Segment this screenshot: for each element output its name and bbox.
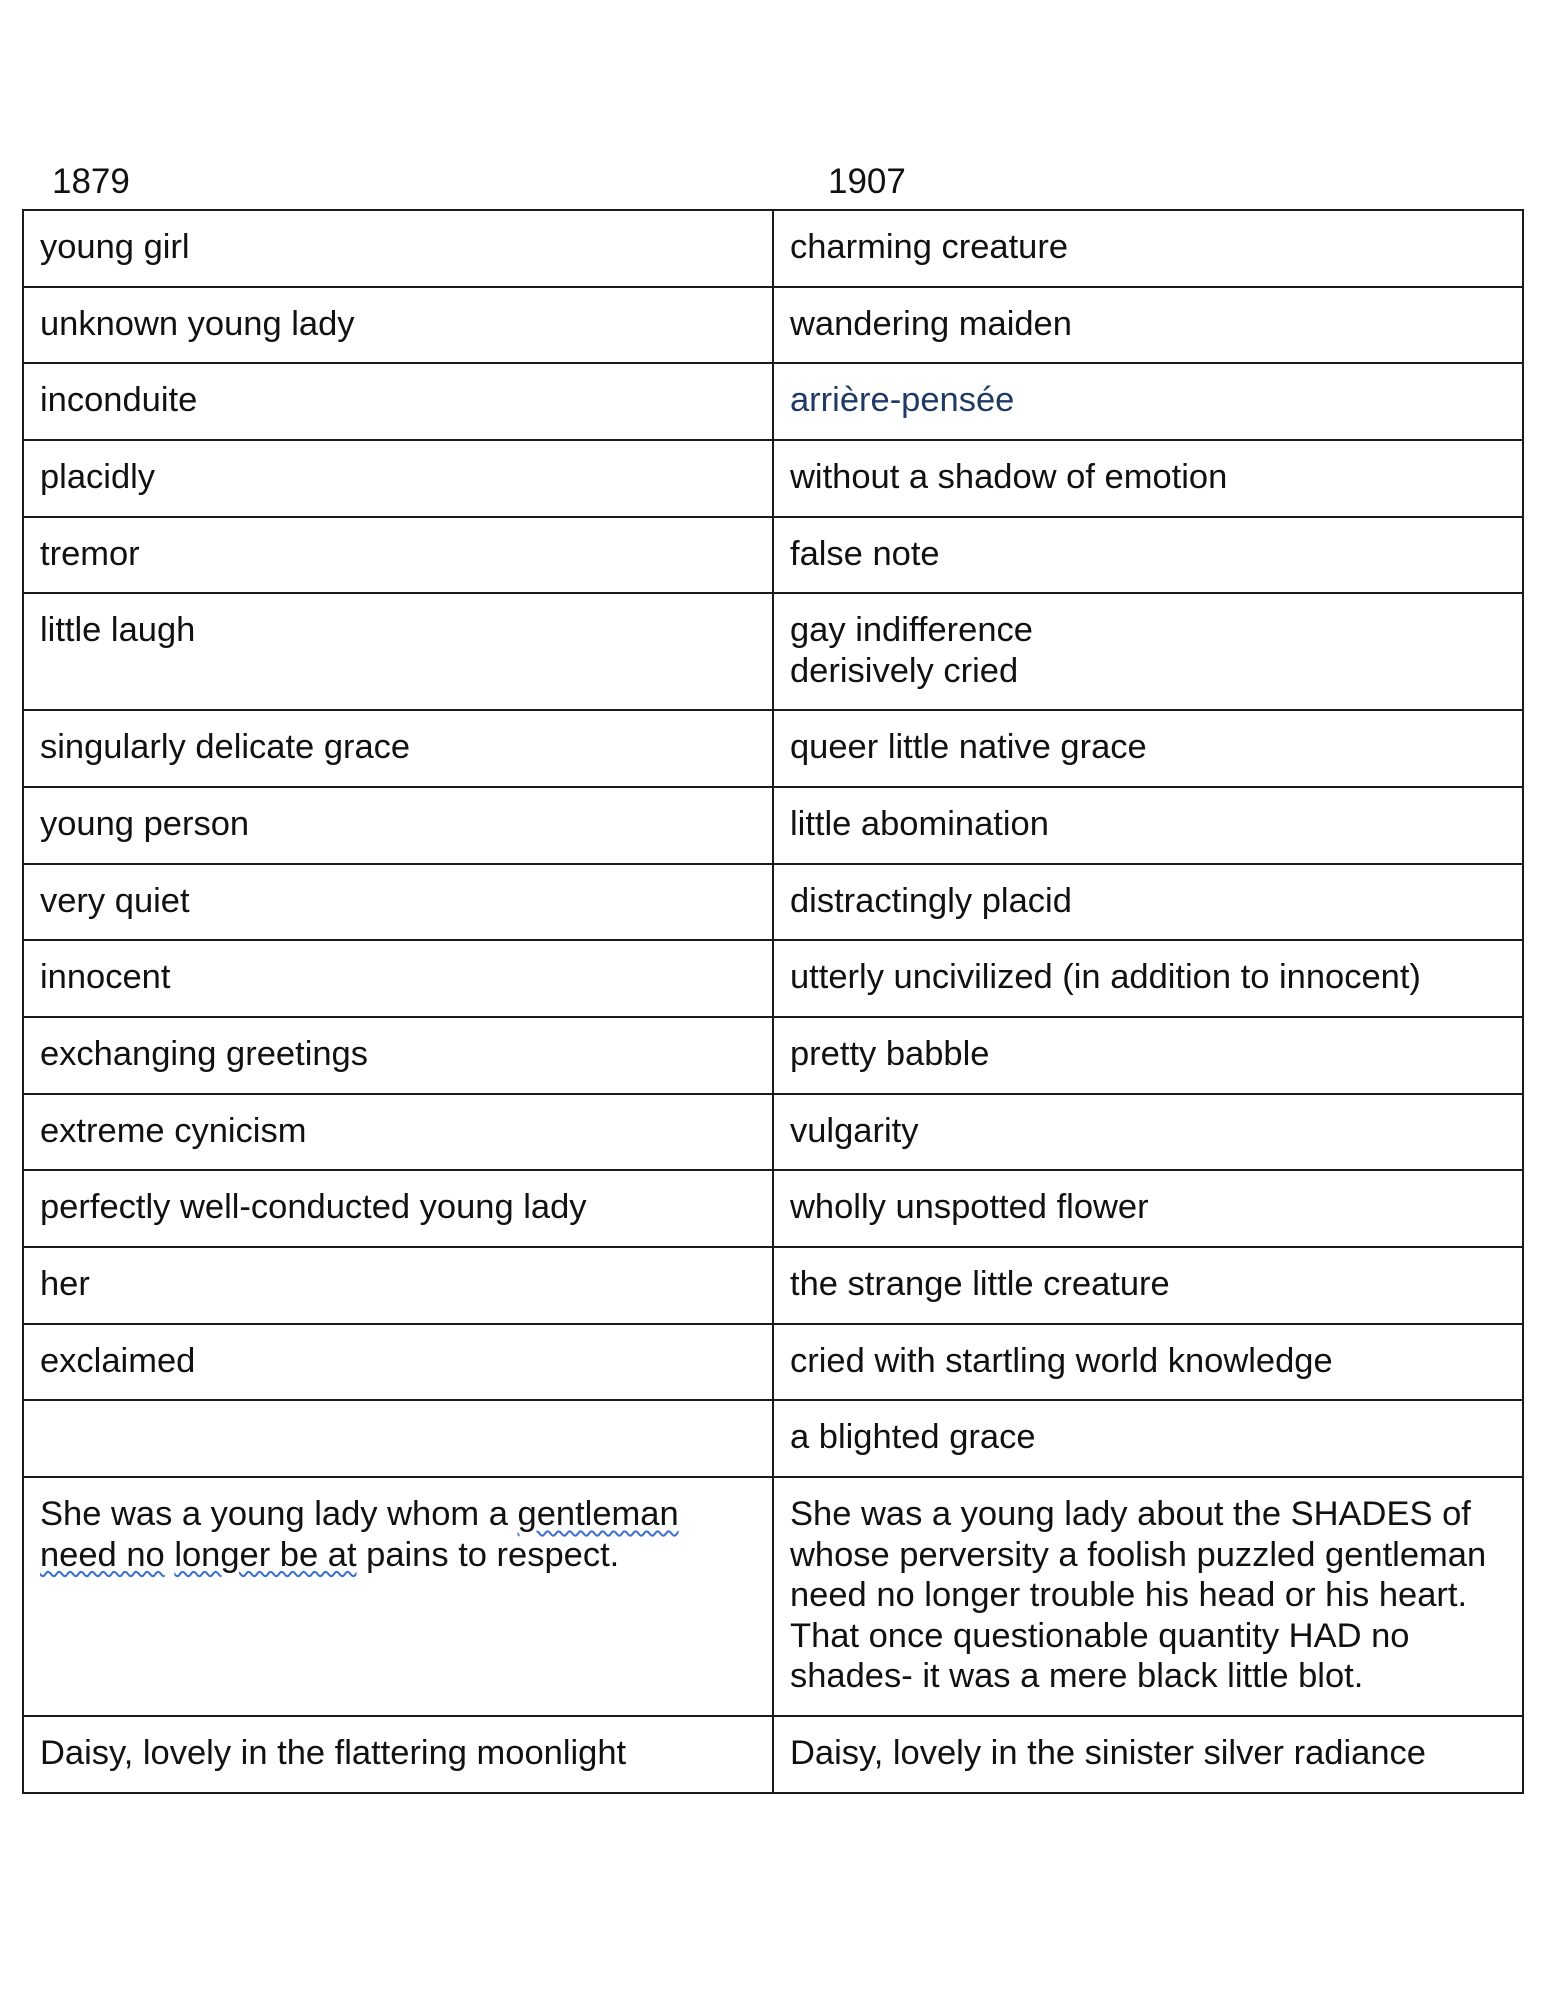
table-row (23, 1400, 1523, 1477)
table-row (23, 1017, 1523, 1094)
table-row (23, 940, 1523, 1017)
cell-text: She was a young lady whom a (40, 1495, 518, 1533)
cell-1907: without a shadow of emotion (773, 440, 1523, 517)
column-header-1879: 1879 (52, 162, 130, 201)
cell-1879: extreme cynicism (23, 1094, 773, 1171)
cell-1879: exclaimed (23, 1324, 773, 1401)
cell-1907: cried with startling world knowledge (773, 1324, 1523, 1401)
cell-text: pains to respect. (356, 1535, 620, 1574)
column-header-1907: 1907 (828, 162, 906, 201)
table-row (23, 593, 1523, 710)
table-row (23, 1094, 1523, 1171)
spellcheck-underlined-word[interactable]: longer be at (174, 1535, 357, 1574)
cell-line: gay indifference (790, 611, 1033, 650)
cell-1879: very quiet (23, 864, 773, 941)
cell-1879: inconduite (23, 363, 773, 440)
spellcheck-underlined-word[interactable]: need no (40, 1535, 165, 1574)
cell-1879-empty (23, 1400, 773, 1477)
cell-1907: wandering maiden (773, 287, 1523, 364)
table-row (23, 1247, 1523, 1324)
cell-1907 (773, 363, 1523, 440)
table-row (23, 710, 1523, 787)
cell-text (165, 1536, 175, 1574)
table-row (23, 1170, 1523, 1247)
cell-1907: false note (773, 517, 1523, 594)
cell-line: derisively cried (790, 651, 1019, 690)
table-row (23, 1716, 1523, 1793)
cell-1907: queer little native grace (773, 710, 1523, 787)
cell-1907: a blighted grace (773, 1400, 1523, 1477)
table-row (23, 363, 1523, 440)
cell-1879: singularly delicate grace (23, 710, 773, 787)
cell-1907: pretty babble (773, 1017, 1523, 1094)
cell-1879 (23, 1477, 773, 1716)
cell-1879: tremor (23, 517, 773, 594)
linked-text[interactable]: arrière-pensée (790, 381, 1015, 420)
cell-1907: utterly uncivilized (in addition to innocent) (773, 940, 1523, 1017)
cell-1879: placidly (23, 440, 773, 517)
table-row (23, 440, 1523, 517)
cell-paragraph: She was a young lady about the SHADES of whose perversity a foolish puzzled gentleman need no longer trouble his head or his heart. That once questionable quantity HAD no shades- it was a mere black little blot. (790, 1495, 1487, 1695)
cell-1907 (773, 1477, 1523, 1716)
cell-1907: charming creature (773, 210, 1523, 287)
cell-1879: exchanging greetings (23, 1017, 773, 1094)
table-row (23, 287, 1523, 364)
table-row (23, 1477, 1523, 1716)
table-row (23, 787, 1523, 864)
cell-1879: young girl (23, 210, 773, 287)
table-row (23, 864, 1523, 941)
cell-1907: Daisy, lovely in the sinister silver radiance (773, 1716, 1523, 1793)
cell-1907: wholly unspotted flower (773, 1170, 1523, 1247)
cell-1879: young person (23, 787, 773, 864)
cell-1907 (773, 593, 1523, 710)
cell-1879: unknown young lady (23, 287, 773, 364)
cell-1879: little laugh (23, 593, 773, 710)
table-row (23, 517, 1523, 594)
cell-1879: Daisy, lovely in the flattering moonlight (23, 1716, 773, 1793)
cell-1879: her (23, 1247, 773, 1324)
table-row (23, 1324, 1523, 1401)
cell-1879: perfectly well-conducted young lady (23, 1170, 773, 1247)
cell-1907: vulgarity (773, 1094, 1523, 1171)
cell-1907: the strange little creature (773, 1247, 1523, 1324)
cell-1879: innocent (23, 940, 773, 1017)
table-row (23, 210, 1523, 287)
cell-1907: distractingly placid (773, 864, 1523, 941)
spellcheck-underlined-word[interactable]: gentleman (517, 1495, 679, 1533)
cell-1907: little abomination (773, 787, 1523, 864)
comparison-table (22, 209, 1524, 1794)
